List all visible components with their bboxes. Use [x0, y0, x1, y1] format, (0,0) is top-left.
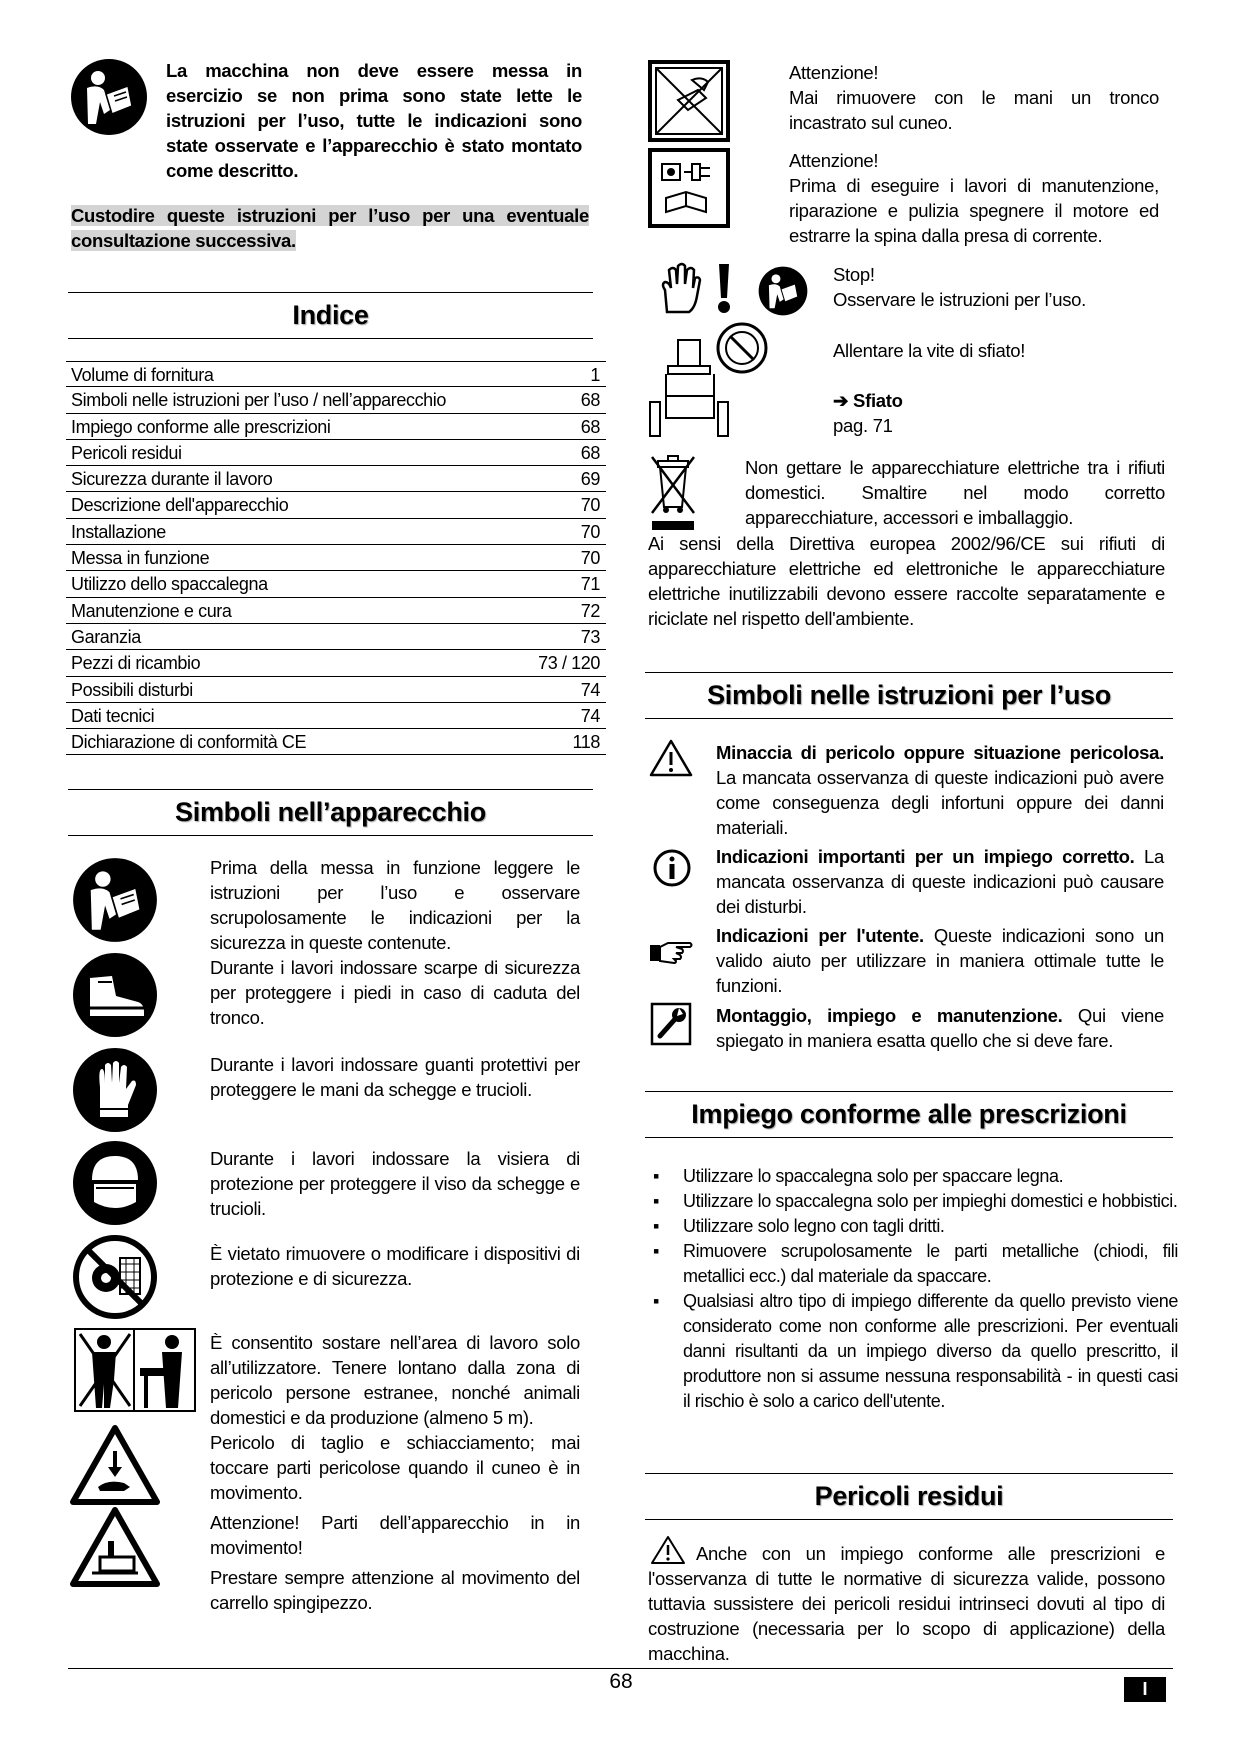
- safety-shoes-text: Durante i lavori indossare scarpe di sicurezza per proteggere i piedi in caso di caduta del tronco.: [210, 957, 580, 1028]
- keep-instructions-highlight: Custodire queste istruzioni per l’uso per una eventuale consultazione successiva.: [71, 205, 589, 251]
- vent-text: Allentare la vite di sfiato!: [833, 340, 1026, 361]
- index-row[interactable]: [66, 624, 606, 650]
- user-bold: Indicazioni per l'utente.: [716, 925, 924, 946]
- index-row[interactable]: [66, 492, 606, 518]
- face-visor-icon: [72, 1140, 158, 1226]
- list-item: ▪ Qualsiasi altro tipo di impiego differente da quello previsto viene considerato come non conforme alle prescrizioni. Per eventuali danni risultanti da un impiego diverso da quello prescritto, il produttore non si assume nessuna responsabilità - in questi casi il rischio è solo a carico dell'utente.: [653, 1289, 1178, 1414]
- intro-warning-text: La macchina non deve essere messa in esercizio se non prima sono state lette le istruzioni per l’uso, tutte le indicazioni sono state osservate e l’apparecchio è stato montato come descritto.: [166, 60, 582, 181]
- index-row-label: Simboli nelle istruzioni per l’uso / nell’apparecchio: [71, 390, 447, 411]
- maintenance-warning-text: Prima di eseguire i lavori di manutenzione, riparazione e pulizia spegnere il motore ed estrarre la spina dalla presa di corrente.: [789, 175, 1159, 246]
- read-manual-icon: [72, 857, 158, 943]
- stop-hand-icon: [655, 262, 705, 314]
- list-item: ▪ Rimuovere scrupolosamente le parti metalliche (chiodi, fili metallici ecc.) dal materiale da spaccare.: [653, 1239, 1178, 1289]
- read-manual-icon: [70, 58, 148, 136]
- index-row[interactable]: [66, 361, 606, 387]
- index-row-label: Volume di fornitura: [71, 365, 214, 385]
- index-row-page: 70: [580, 495, 600, 516]
- index-row-label: Pericoli residui: [71, 442, 182, 463]
- index-row[interactable]: [66, 650, 606, 676]
- index-row-label: Garanzia: [71, 626, 141, 647]
- index-row-page: 73: [580, 626, 600, 647]
- cutting-hazard-icon: [70, 1425, 160, 1505]
- index-row[interactable]: [66, 545, 606, 571]
- index-row-page: 70: [580, 548, 600, 569]
- user-description: [716, 923, 1164, 998]
- page-number: 68: [609, 1670, 633, 1693]
- keep-instructions-text: [71, 203, 589, 253]
- index-row[interactable]: [66, 703, 606, 729]
- residual-risks-text: [648, 1541, 1165, 1666]
- list-item: ▪ Utilizzare lo spaccalegna solo per impieghi domestici e hobbistici.: [653, 1189, 1178, 1214]
- device-symbols-heading: Simboli nell’apparecchio: [68, 789, 593, 836]
- index-heading: Indice: [68, 292, 593, 339]
- wrench-icon: [650, 1002, 692, 1046]
- gloves-text: Durante i lavori indossare guanti protettivi per proteggere le mani da schegge e trucioli.: [210, 1054, 580, 1100]
- cutting-hazard-text: Pericolo di taglio e schiacciamento; mai toccare parti pericolose quando il cuneo è in movimento.: [210, 1432, 580, 1503]
- manual-symbols-heading: Simboli nelle istruzioni per l’uso: [645, 672, 1173, 719]
- moving-parts-text-2: Prestare sempre attenzione al movimento del carrello spingipezzo.: [210, 1567, 580, 1613]
- index-row-page: 68: [580, 442, 600, 463]
- danger-description: [716, 740, 1164, 840]
- work-area-text: È consentito sostare nell’area di lavoro solo all’utilizzatore. Tenere lontano dalla zona di pericolo persone estranee, nonché animali domestici e da produzione (almeno 5 m).: [210, 1332, 580, 1428]
- moving-parts-text-1: Attenzione! Parti dell’apparecchio in in: [210, 1512, 580, 1533]
- face-visor-text: Durante i lavori indossare la visiera di protezione per proteggere il viso da schegge e trucioli.: [210, 1148, 580, 1219]
- weee-text: Non gettare le apparecchiature elettriche tra i rifiuti domestici. Smaltire nel modo corretto apparecchiature, accessori e imballaggio.: [745, 457, 1165, 528]
- residual-risks-text-content: Anche con un impiego conforme alle prescrizioni e l'osservanza di tutte le normative di sicurezza valide, possono tuttavia sussistere dei pericoli residui intrinseci dovuti al tipo di costruzione (necessaria per lo scopo di applicazione) della macchina.: [648, 1543, 1165, 1664]
- stop-text: Osservare le istruzioni per l’uso.: [833, 289, 1087, 310]
- maintenance-unplug-icon: [648, 148, 730, 228]
- index-row-page: 68: [580, 416, 600, 437]
- index-row-label: Installazione: [71, 521, 166, 542]
- assembly-description: [716, 1003, 1164, 1053]
- index-row[interactable]: [66, 571, 606, 597]
- index-row-page: 74: [580, 679, 600, 700]
- maintenance-warning-title: Attenzione!: [789, 150, 879, 171]
- index-row-page: 1: [590, 365, 600, 385]
- info-bold: Indicazioni importanti per un impiego corretto.: [716, 846, 1135, 867]
- index-row-label: Pezzi di ricambio: [71, 653, 201, 674]
- index-row[interactable]: [66, 677, 606, 703]
- weee-bin-icon: [648, 453, 698, 531]
- index-row-label: Descrizione dell'apparecchio: [71, 495, 289, 516]
- vent-link[interactable]: [833, 388, 1173, 413]
- index-row[interactable]: [66, 387, 606, 413]
- index-row-page: 68: [580, 390, 600, 411]
- language-badge: I: [1124, 1677, 1166, 1702]
- no-remove-protection-text: È vietato rimuovere o modificare i dispositivi di protezione e di sicurezza.: [210, 1243, 580, 1289]
- weee-directive-text: Ai sensi della Direttiva europea 2002/96/CE sui rifiuti di apparecchiature elettriche ed elettroniche le apparecchiature elettriche inutilizzabili devono essere raccolte separatamente e riciclate nel rispetto dell'ambiente.: [648, 533, 1165, 629]
- info-description: [716, 844, 1164, 919]
- index-row-page: 70: [580, 521, 600, 542]
- arrow-right-icon: ➔: [833, 390, 849, 411]
- index-row-page: 74: [580, 705, 600, 726]
- list-item: ▪ Utilizzare solo legno con tagli dritti.: [653, 1214, 1178, 1239]
- index-row-page: 72: [580, 600, 600, 621]
- index-row-label: Messa in funzione: [71, 548, 210, 569]
- index-row-page: 71: [580, 574, 600, 595]
- index-row-page: 69: [580, 469, 600, 490]
- index-table: [66, 361, 606, 755]
- read-manual-icon: [758, 266, 808, 316]
- index-row[interactable]: [66, 598, 606, 624]
- index-row[interactable]: [66, 519, 606, 545]
- no-remove-protection-icon: [72, 1234, 158, 1320]
- danger-bold: Minaccia di pericolo oppure situazione pericolosa.: [716, 742, 1164, 763]
- index-row-label: Impiego conforme alle prescrizioni: [71, 416, 331, 437]
- trunk-warning-title: Attenzione!: [789, 62, 879, 83]
- index-row-label: Dichiarazione di conformità CE: [71, 732, 307, 753]
- danger-triangle-icon: [648, 738, 694, 778]
- index-row-label: Utilizzo dello spaccalegna: [71, 574, 268, 595]
- vent-page-ref: pag. 71: [833, 415, 893, 436]
- moving-parts-text-1-cont: movimento!: [210, 1537, 303, 1558]
- exclamation-icon: [714, 262, 734, 314]
- info-icon: [652, 848, 692, 888]
- index-row-page: 73 / 120: [538, 653, 600, 674]
- trunk-hand-warning-icon: [648, 60, 730, 142]
- vent-link-label: Sfiato: [853, 390, 903, 411]
- pointing-hand-icon: [648, 937, 694, 965]
- residual-risks-heading: Pericoli residui: [645, 1473, 1173, 1520]
- list-item: ▪ Utilizzare lo spaccalegna solo per spaccare legna.: [653, 1164, 1178, 1189]
- index-row-label: Dati tecnici: [71, 705, 155, 726]
- index-row-label: Sicurezza durante il lavoro: [71, 469, 273, 490]
- stop-title: Stop!: [833, 264, 875, 285]
- assembly-bold: Montaggio, impiego e manutenzione.: [716, 1005, 1063, 1026]
- gloves-icon: [72, 1047, 158, 1133]
- trunk-warning-text: Mai rimuovere con le mani un tronco incastrato sul cuneo.: [789, 87, 1159, 133]
- danger-text: La mancata osservanza di queste indicazioni può avere come conseguenza degli infortuni oppure dei danni materiali.: [716, 767, 1164, 838]
- proper-use-list: [653, 1164, 1178, 1414]
- index-row-page: 118: [572, 732, 600, 753]
- index-row[interactable]: [66, 729, 606, 755]
- index-row-label: Possibili disturbi: [71, 679, 193, 700]
- moving-parts-icon: [70, 1507, 160, 1587]
- proper-use-heading: Impiego conforme alle prescrizioni: [645, 1091, 1173, 1138]
- index-row[interactable]: [66, 440, 606, 466]
- vent-screw-icon: [648, 322, 778, 440]
- info-text: La mancata osservanza di queste indicazioni può causare dei disturbi.: [716, 846, 1164, 917]
- index-row[interactable]: [66, 466, 606, 492]
- index-row[interactable]: [66, 414, 606, 440]
- footer-rule: [68, 1668, 1173, 1669]
- user-text: Queste indicazioni sono un valido aiuto per utilizzare in maniera ottimale tutte le funzioni.: [716, 925, 1164, 996]
- index-row-label: Manutenzione e cura: [71, 600, 232, 621]
- assembly-text: Qui viene spiegato in maniera esatta quello che si deve fare.: [716, 1005, 1164, 1051]
- read-manual-text: Prima della messa in funzione leggere le istruzioni per l’uso e osservare scrupolosamente le indicazioni per la sicurezza in queste contenute.: [210, 857, 580, 953]
- work-area-icon: [74, 1328, 196, 1412]
- safety-shoes-icon: [72, 952, 158, 1038]
